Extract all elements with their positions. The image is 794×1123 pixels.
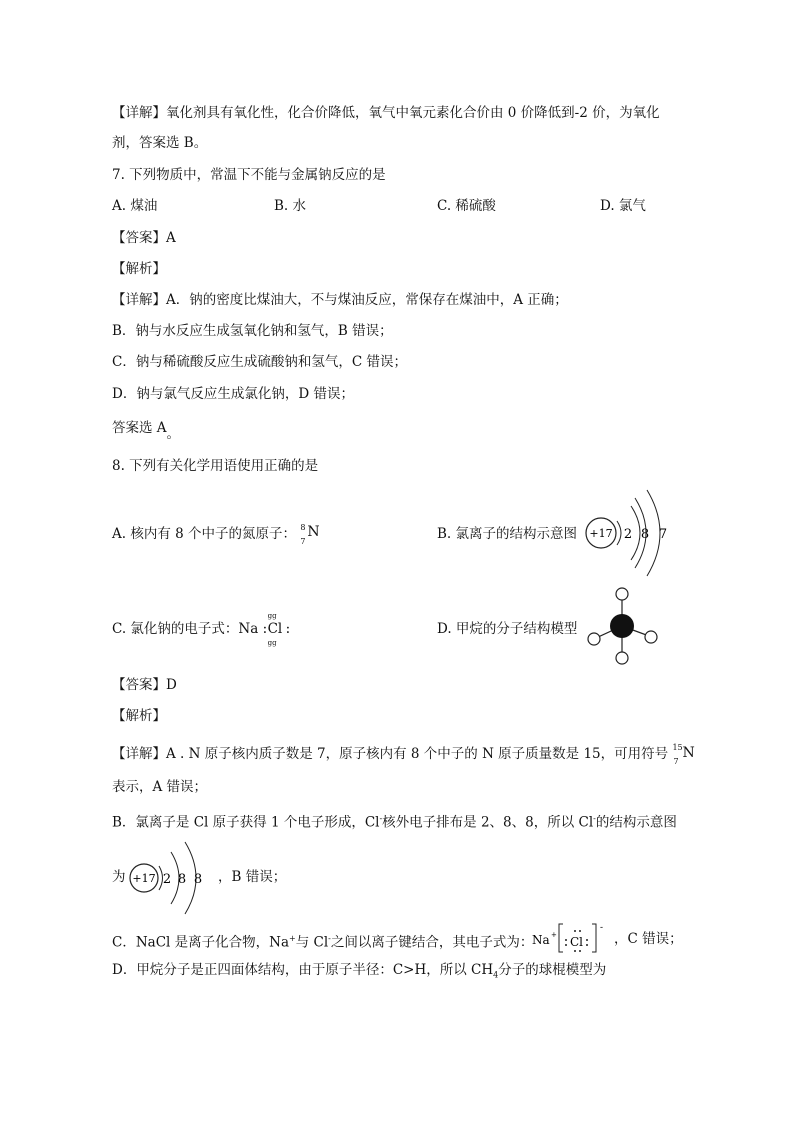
chloride-structure-diagram-b bbox=[583, 486, 673, 578]
na-symbol: Na bbox=[532, 933, 550, 947]
nitrogen-symbol bbox=[300, 524, 322, 544]
detail-8-a-text: 【详解】A . N 原子核内质子数是 7，原子核内有 8 个中子的 N 原子质量数是 15，可用符号 bbox=[112, 746, 669, 762]
detail-8-b-text-3: 的结构示意图 bbox=[595, 814, 677, 831]
left-bracket bbox=[559, 924, 563, 952]
electron-dot bbox=[579, 950, 581, 952]
shell-count-2: 8 bbox=[177, 872, 187, 887]
detail-8-b bbox=[112, 809, 677, 833]
explanation-line-1: 【详解】氧化剂具有氧化性，化合价降低，氧气中氧元素化合价由 0 价降低到-2 价，为氧化 bbox=[112, 105, 660, 121]
right-bracket bbox=[592, 924, 596, 952]
shell-count-1: 2 bbox=[162, 872, 172, 887]
detail-8-a bbox=[112, 744, 696, 764]
hydrogen-atom-bottom bbox=[616, 652, 628, 664]
detail-7-e-text: 答案选 A bbox=[112, 420, 167, 436]
detail-8-d-text-2: 分子的球棍模型为 bbox=[498, 962, 607, 978]
shell-arc-1 bbox=[617, 521, 621, 545]
electron-dot bbox=[579, 930, 581, 932]
atomic-number-7: 7 bbox=[673, 757, 679, 766]
methane-model bbox=[583, 584, 663, 668]
shell-count-2: 8 bbox=[640, 527, 650, 542]
detail-7-d: D．钠与氯气反应生成氯化钠，D 错误； bbox=[112, 386, 354, 402]
shell-count-3: 8 bbox=[193, 872, 203, 887]
question-7: 7. 下列物质中，常温下不能与金属钠反应的是 bbox=[112, 167, 386, 183]
q8-option-b: B. 氯离子的结构示意图 bbox=[437, 526, 578, 542]
detail-8-b-text-1: B．氯离子是 Cl 原子获得 1 个电子形成，Cl bbox=[112, 814, 380, 831]
nucleus-label: +17 bbox=[132, 872, 156, 885]
detail-8-d-text-1: D．甲烷分子是正四面体结构，由于原子半径：C>H，所以 CH bbox=[112, 962, 494, 978]
minus-sup-3: - bbox=[328, 934, 331, 943]
bottom-dots: gg bbox=[267, 639, 277, 647]
detail-8-a2: 表示，A 错误； bbox=[112, 779, 208, 795]
detail-8-c bbox=[112, 929, 533, 953]
left-colon: : bbox=[262, 621, 268, 637]
detail-8-c-text-2: 与 Cl bbox=[295, 934, 329, 951]
nacl-electron-formula bbox=[530, 918, 612, 958]
electron-dot bbox=[586, 939, 588, 941]
hydrogen-atom-right bbox=[645, 631, 657, 643]
na-plus: + bbox=[551, 931, 557, 939]
analysis-label-7: 【解析】 bbox=[112, 261, 166, 277]
shell-count-3: 7 bbox=[658, 527, 668, 542]
q8-option-c-text: C. 氯化钠的电子式：Na bbox=[112, 621, 259, 637]
cl-symbol: Cl bbox=[267, 621, 283, 637]
detail-7-a: 【详解】A．钠的密度比煤油大，不与煤油反应，常保存在煤油中，A 正确； bbox=[112, 292, 568, 308]
q7-option-c: C. 稀硫酸 bbox=[437, 198, 496, 214]
hydrogen-atom-top bbox=[616, 588, 628, 600]
mass-number-15: 15 bbox=[672, 743, 683, 752]
shell-arc-2 bbox=[631, 506, 640, 560]
detail-8-c-tail: ，C 错误； bbox=[614, 931, 683, 947]
carbon-atom bbox=[610, 614, 634, 638]
electron-dot bbox=[565, 939, 567, 941]
electron-dot bbox=[574, 930, 576, 932]
top-dots: gg bbox=[267, 612, 277, 620]
q7-option-d: D. 氯气 bbox=[600, 198, 646, 214]
q7-option-b: B. 水 bbox=[274, 198, 307, 214]
explanation-line-2: 剂，答案选 B。 bbox=[112, 135, 208, 151]
cl-minus: - bbox=[600, 923, 604, 933]
minus-sup-1: - bbox=[379, 814, 383, 823]
shell-count-1: 2 bbox=[623, 527, 633, 542]
answer-8: 【答案】D bbox=[112, 677, 177, 693]
detail-7-c: C．钠与稀硫酸反应生成硫酸钠和氢气，C 错误； bbox=[112, 354, 407, 370]
q8-option-a-text: A. 核内有 8 个中子的氮原子： bbox=[112, 526, 297, 542]
minus-sup-2: - bbox=[593, 814, 596, 823]
detail-7-e bbox=[112, 418, 181, 442]
detail-8-c-text-3: 之间以离子键结合，其电子式为： bbox=[330, 934, 534, 951]
analysis-label-8: 【解析】 bbox=[112, 708, 166, 724]
chlorine-electron-dots bbox=[262, 612, 297, 647]
detail-8-b-text-2: 核外电子排布是 2、8、8，所以 Cl bbox=[382, 814, 594, 831]
mass-number: 8 bbox=[300, 523, 306, 532]
q7-option-a: A. 煤油 bbox=[112, 198, 158, 214]
detail-8-b-tail: ，B 错误； bbox=[218, 869, 287, 885]
detail-8-b-wei: 为 bbox=[112, 869, 126, 885]
chloride-structure-diagram-answer bbox=[127, 838, 217, 918]
cl-symbol: Cl bbox=[570, 935, 584, 949]
detail-8-c-text-1: C．NaCl 是离子化合物，Na bbox=[112, 934, 289, 951]
q8-option-a bbox=[112, 524, 322, 544]
electron-dot bbox=[574, 950, 576, 952]
detail-7-e-period: 。 bbox=[166, 426, 181, 442]
atomic-number: 7 bbox=[300, 537, 306, 546]
right-colon: : bbox=[285, 621, 291, 637]
q8-option-c bbox=[112, 612, 297, 647]
answer-7: 【答案】A bbox=[112, 230, 176, 246]
q8-option-d: D. 甲烷的分子结构模型 bbox=[437, 621, 578, 637]
nitrogen-15-symbol bbox=[672, 744, 696, 764]
hydrogen-atom-left bbox=[588, 633, 600, 645]
electron-dot bbox=[586, 944, 588, 946]
sub-4: 4 bbox=[493, 970, 499, 980]
detail-7-b: B．钠与水反应生成氢氧化钠和氢气，B 错误； bbox=[112, 323, 393, 339]
element-symbol-n: N bbox=[682, 745, 695, 761]
element-symbol: N bbox=[307, 524, 320, 540]
plus-sup: + bbox=[289, 934, 296, 943]
electron-dot bbox=[565, 944, 567, 946]
detail-8-d bbox=[112, 960, 606, 986]
nucleus-label: +17 bbox=[589, 527, 613, 540]
question-8: 8. 下列有关化学用语使用正确的是 bbox=[112, 458, 319, 474]
